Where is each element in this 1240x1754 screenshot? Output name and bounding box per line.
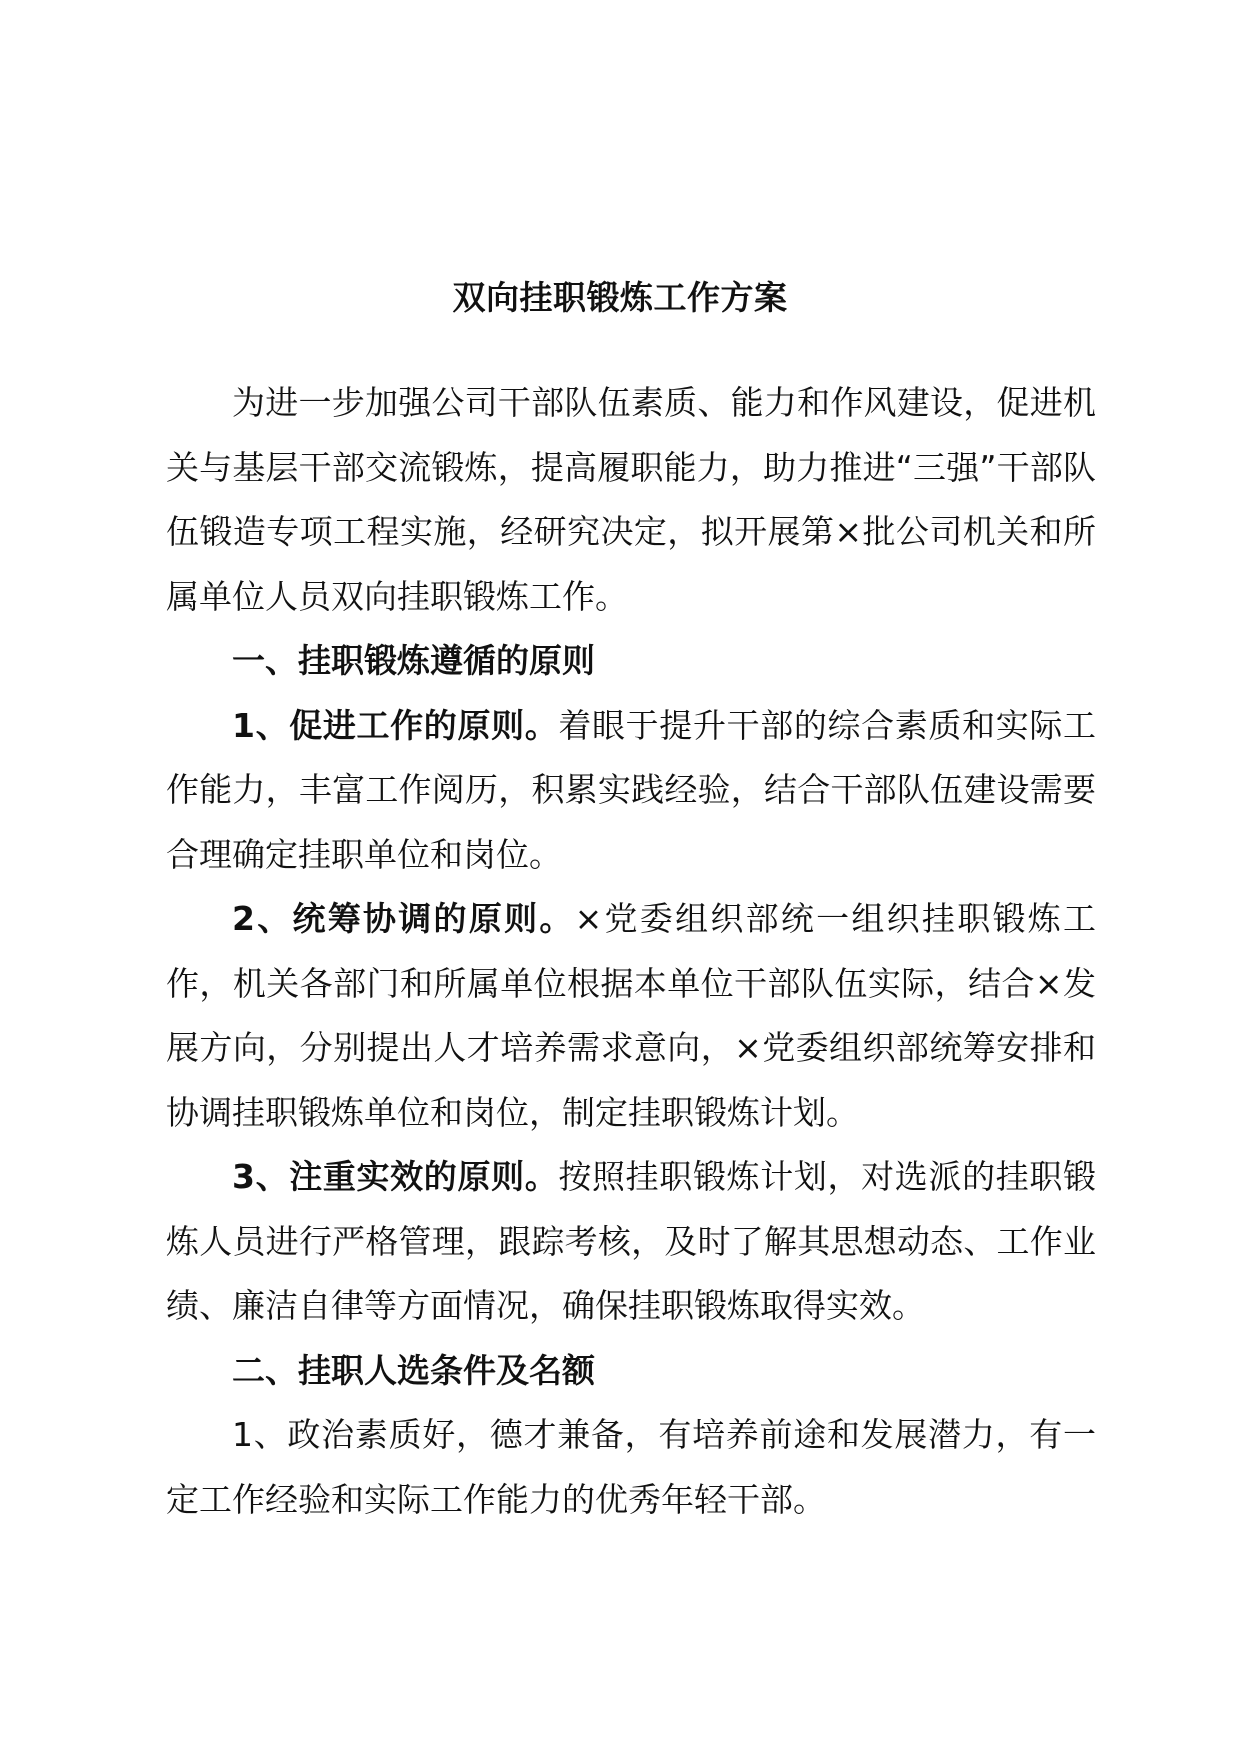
condition-item: 1、政治素质好，德才兼备，有培养前途和发展潜力，有一定工作经验和实际工作能力的优秀年轻干部。: [166, 1415, 1096, 1519]
principle-lead: 2、统筹协调的原则。: [232, 899, 575, 938]
principle-lead: 3、注重实效的原则。: [232, 1157, 559, 1196]
principle-item: [166, 694, 1096, 888]
section-heading-principles: 一、挂职锻炼遵循的原则: [232, 641, 595, 680]
document-body: [166, 371, 1096, 1532]
principle-text: 按照挂职锻炼计划，对选派的挂职锻炼人员进行严格管理，跟踪考核，及时了解其思想动态、工作业绩、廉洁自律等方面情况，确保挂职锻炼取得实效。: [166, 1157, 1096, 1325]
principle-item: [166, 1145, 1096, 1339]
document-title: 双向挂职锻炼工作方案: [452, 278, 788, 317]
intro-paragraph: 为进一步加强公司干部队伍素质、能力和作风建设，促进机关与基层干部交流锻炼，提高履职能力，助力推进“三强”干部队伍锻造专项工程实施，经研究决定，拟开展第×批公司机关和所属单位人员双向挂职锻炼工作。: [166, 383, 1096, 616]
principle-text: ×党委组织部统一组织挂职锻炼工作，机关各部门和所属单位根据本单位干部队伍实际，结合×发展方向，分别提出人才培养需求意向，×党委组织部统筹安排和协调挂职锻炼单位和岗位，制定挂职锻炼计划。: [166, 899, 1096, 1132]
section-heading-conditions: 二、挂职人选条件及名额: [232, 1350, 595, 1390]
principle-text: 着眼于提升干部的综合素质和实际工作能力，丰富工作阅历，积累实践经验，结合干部队伍建设需要合理确定挂职单位和岗位。: [166, 705, 1096, 874]
principle-item: [166, 887, 1096, 1145]
principle-lead: 1、促进工作的原则。: [232, 705, 559, 745]
